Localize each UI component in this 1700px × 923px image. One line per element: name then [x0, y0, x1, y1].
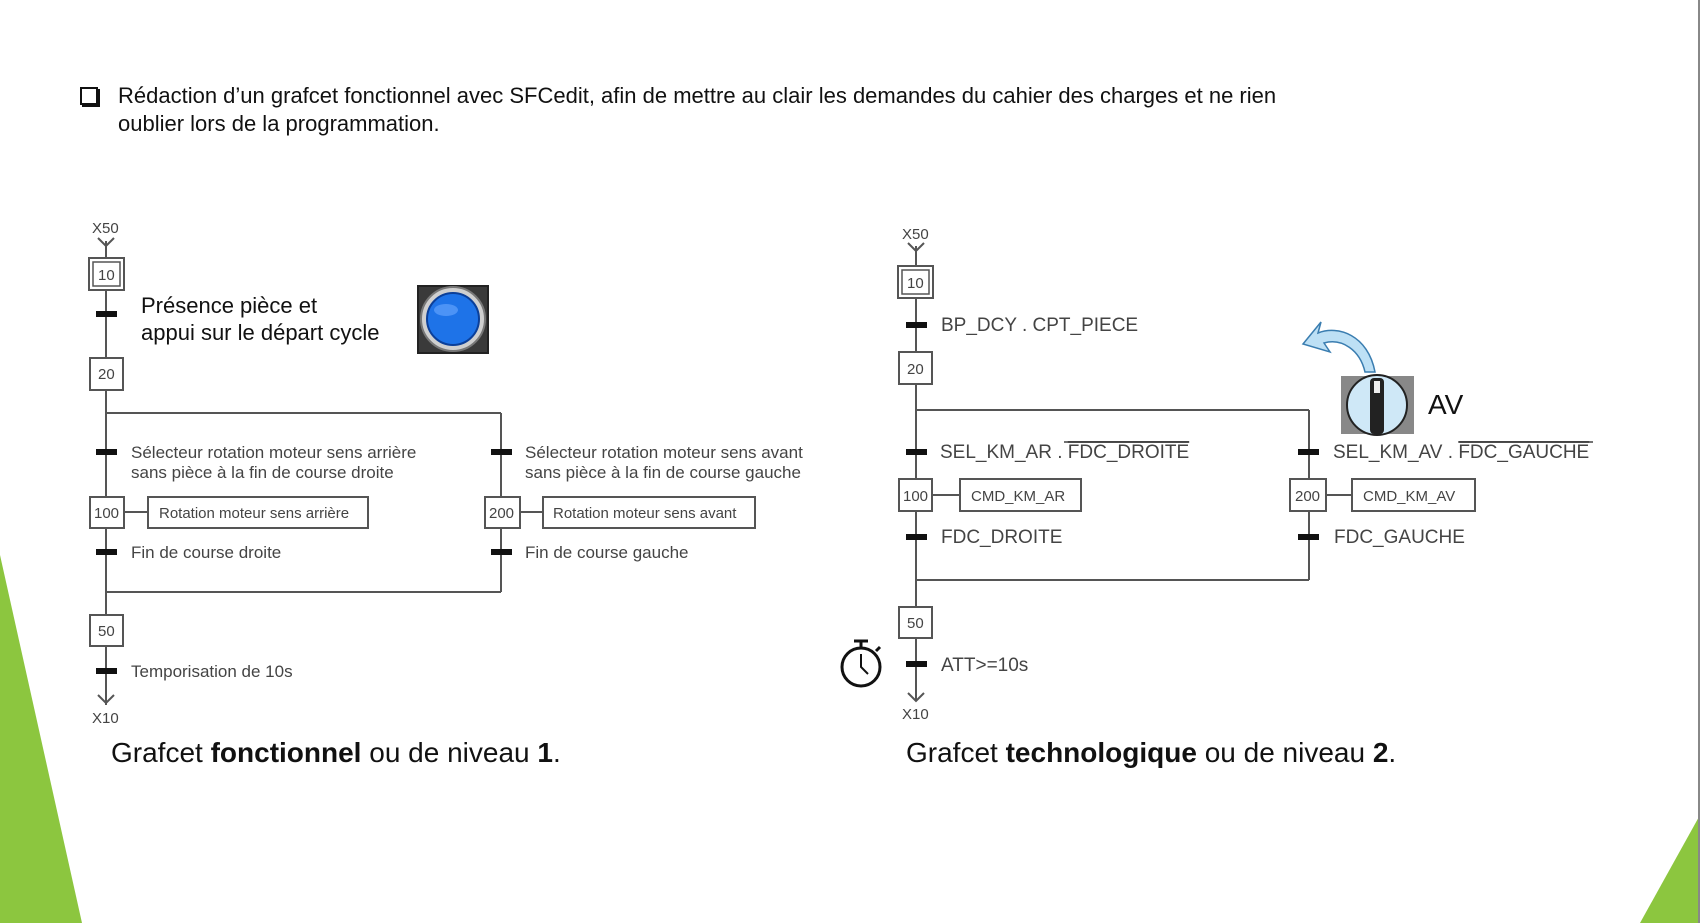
selector-label: AV: [1428, 389, 1464, 420]
step-200-tech-label: 200: [1295, 488, 1321, 505]
stopwatch-icon: [842, 641, 880, 686]
caption-functional-num: 1: [537, 737, 553, 768]
caption-technological-num: 2: [1372, 737, 1389, 768]
transition-left-tech: [906, 449, 927, 455]
transition-1-tech: [906, 322, 927, 328]
left-input-label: X50: [92, 220, 119, 237]
right-input-label: X50: [902, 226, 929, 243]
caption-functional-pre: Grafcet: [111, 737, 211, 768]
selector-switch-icon: [1341, 375, 1414, 435]
transition-left-line2: sans pièce à la fin de course droite: [131, 463, 394, 482]
transition-left-tech-label: SEL_KM_AR . FDC_DROITE: [940, 442, 1190, 463]
transition-end-right-label: Fin de course gauche: [525, 543, 689, 562]
transition-end-left-label: Fin de course droite: [131, 543, 282, 562]
transition-1-line2: appui sur le départ cycle: [141, 320, 380, 345]
transition-end-right-tech-label: FDC_GAUCHE: [1334, 527, 1465, 548]
step-10-label: 10: [98, 267, 115, 284]
transition-right-line1: Sélecteur rotation moteur sens avant: [525, 443, 803, 462]
step-10-tech-label: 10: [907, 275, 924, 292]
transition-right-tech: [1298, 449, 1319, 455]
step-100-tech-label: 100: [903, 488, 929, 505]
step-50-label: 50: [98, 623, 115, 640]
rotation-arrow-icon: [1303, 322, 1375, 372]
action-200-label: Rotation moteur sens avant: [553, 505, 737, 522]
transition-1-line1: Présence pièce et: [141, 293, 318, 318]
transition-1-tech-label: BP_DCY . CPT_PIECE: [941, 315, 1139, 336]
caption-technological: [906, 737, 1396, 769]
caption-technological-pre: Grafcet: [906, 737, 1006, 768]
step-50-tech-label: 50: [907, 615, 924, 632]
step-100-label: 100: [94, 505, 120, 522]
step-20-label: 20: [98, 366, 115, 383]
right-output-label: X10: [902, 706, 929, 723]
caption-functional-mid: ou de niveau: [361, 737, 538, 768]
transition-timer-label: Temporisation de 10s: [131, 662, 293, 681]
action-100-label: Rotation moteur sens arrière: [159, 505, 350, 522]
caption-technological-end: .: [1388, 737, 1397, 768]
caption-technological-mid: ou de niveau: [1196, 737, 1373, 768]
transition-timer-tech: [906, 661, 927, 667]
caption-functional-end: .: [552, 737, 561, 768]
transition-end-left-tech: [906, 534, 927, 540]
caption-functional: [111, 737, 561, 769]
intro-text: Rédaction d’un grafcet fonctionnel avec SFCedit, afin de mettre au clair les demandes du cahier des charges et ne rien oublier lors de la programmation.: [118, 83, 1277, 136]
caption-technological-bold: technologique: [1005, 737, 1197, 768]
action-100-tech-label: CMD_KM_AR: [971, 488, 1066, 505]
transition-left-line1: Sélecteur rotation moteur sens arrière: [131, 443, 417, 462]
left-output-label: X10: [92, 710, 119, 727]
action-200-tech-label: CMD_KM_AV: [1363, 488, 1456, 505]
transition-right-line2: sans pièce à la fin de course gauche: [525, 463, 801, 482]
transition-end-right-tech: [1298, 534, 1319, 540]
caption-functional-bold: fonctionnel: [210, 737, 362, 768]
transition-timer-tech-label: ATT>=10s: [941, 655, 1029, 676]
transition-end-left-tech-label: FDC_DROITE: [941, 527, 1063, 548]
transition-right-tech-label: SEL_KM_AV . FDC_GAUCHE: [1333, 442, 1590, 463]
step-20-tech-label: 20: [907, 361, 924, 378]
step-200-label: 200: [489, 505, 515, 522]
